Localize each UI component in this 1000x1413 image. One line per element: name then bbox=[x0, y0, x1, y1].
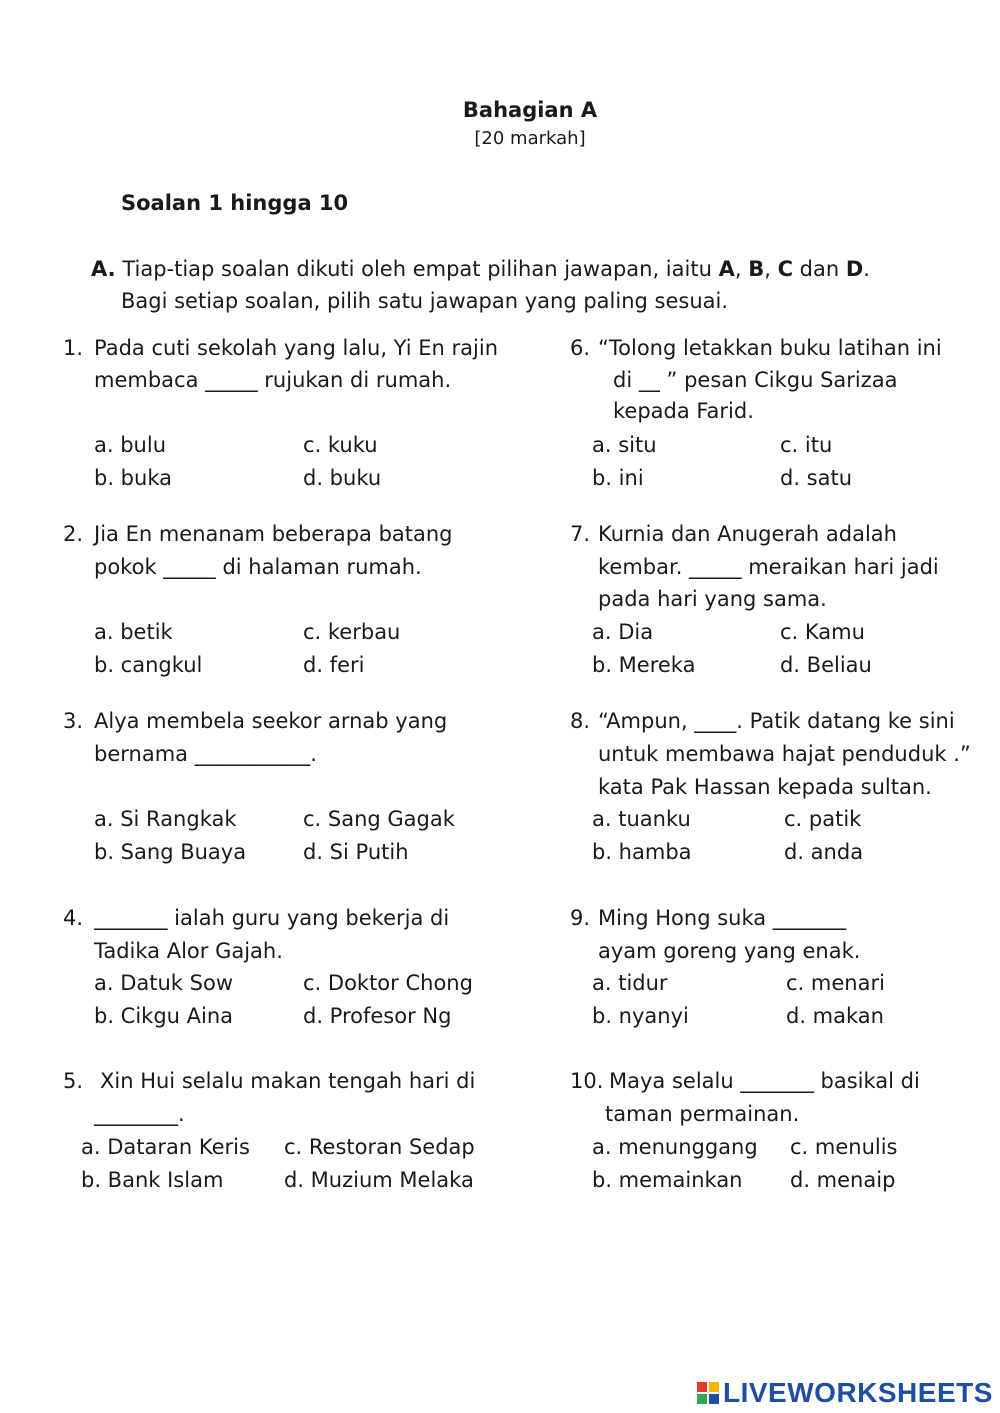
option-b[interactable]: b. ini bbox=[592, 466, 644, 490]
option-c[interactable]: c. menulis bbox=[790, 1135, 898, 1159]
question-number: 6. bbox=[570, 336, 591, 360]
question-text-line: Maya selalu _______ basikal di bbox=[609, 1069, 920, 1093]
question-number: 7. bbox=[570, 522, 591, 546]
option-d[interactable]: d. menaip bbox=[790, 1168, 896, 1192]
question-text-line: kata Pak Hassan kepada sultan. bbox=[598, 775, 932, 799]
question-text-line: “Tolong letakkan buku latihan ini bbox=[598, 336, 942, 360]
option-b[interactable]: b. hamba bbox=[592, 840, 692, 864]
option-b[interactable]: b. nyanyi bbox=[592, 1004, 689, 1028]
question-text-line: Tadika Alor Gajah. bbox=[94, 939, 283, 963]
question-text-line: bernama ___________. bbox=[94, 742, 317, 766]
question-text-line: membaca _____ rujukan di rumah. bbox=[94, 368, 452, 392]
question-text-line: Jia En menanam beberapa batang bbox=[94, 522, 453, 546]
question-number: 8. bbox=[570, 709, 591, 733]
option-d[interactable]: d. Beliau bbox=[780, 653, 872, 677]
option-a[interactable]: a. Datuk Sow bbox=[94, 971, 233, 995]
liveworksheets-logo[interactable] bbox=[697, 1377, 993, 1409]
option-b[interactable]: b. Mereka bbox=[592, 653, 696, 677]
option-b[interactable]: b. Cikgu Aina bbox=[94, 1004, 234, 1028]
option-c[interactable]: c. Kamu bbox=[780, 620, 865, 644]
question-text-line: untuk membawa hajat penduduk .” bbox=[598, 742, 971, 766]
option-a[interactable]: a. Dia bbox=[592, 620, 654, 644]
instruction-text: Tiap-tiap soalan dikuti oleh empat pilihan jawapan, iaitu bbox=[122, 257, 719, 281]
option-d[interactable]: d. feri bbox=[303, 653, 365, 677]
question-number: 3. bbox=[63, 709, 84, 733]
option-d[interactable]: d. Muzium Melaka bbox=[284, 1168, 474, 1192]
option-a[interactable]: a. situ bbox=[592, 433, 657, 457]
option-b[interactable]: b. Sang Buaya bbox=[94, 840, 247, 864]
question-number: 9. bbox=[570, 906, 591, 930]
choice-letter-d: D bbox=[845, 257, 864, 281]
option-d[interactable]: d. satu bbox=[780, 466, 853, 490]
option-a[interactable]: a. betik bbox=[94, 620, 173, 644]
section-heading: Soalan 1 hingga 10 bbox=[121, 191, 349, 215]
question-number: 4. bbox=[63, 906, 84, 930]
question-text-line: ________. bbox=[94, 1102, 185, 1126]
option-b[interactable]: b. cangkul bbox=[94, 653, 203, 677]
option-d[interactable]: d. anda bbox=[784, 840, 864, 864]
instruction-label: A. bbox=[91, 257, 116, 281]
option-a[interactable]: a. menunggang bbox=[592, 1135, 758, 1159]
question-text-line: kepada Farid. bbox=[613, 399, 754, 423]
option-a[interactable]: a. Dataran Keris bbox=[81, 1135, 250, 1159]
option-c[interactable]: c. kuku bbox=[303, 433, 378, 457]
separator: , bbox=[734, 257, 749, 281]
option-a[interactable]: a. Si Rangkak bbox=[94, 807, 237, 831]
instruction-line-1 bbox=[91, 257, 870, 281]
question-number: 1. bbox=[63, 336, 84, 360]
question-text-line: ayam goreng yang enak. bbox=[598, 939, 861, 963]
option-c[interactable]: c. Restoran Sedap bbox=[284, 1135, 475, 1159]
logo-icon bbox=[697, 1382, 719, 1404]
question-text-line: _______ ialah guru yang bekerja di bbox=[94, 906, 450, 930]
question-text-line: Kurnia dan Anugerah adalah bbox=[598, 522, 897, 546]
option-c[interactable]: c. Sang Gagak bbox=[303, 807, 455, 831]
question-text-line: Pada cuti sekolah yang lalu, Yi En rajin bbox=[94, 336, 499, 360]
choice-letter-c: C bbox=[777, 257, 793, 281]
question-number: 2. bbox=[63, 522, 84, 546]
option-b[interactable]: b. buka bbox=[94, 466, 172, 490]
question-number: 5. bbox=[63, 1069, 84, 1093]
option-d[interactable]: d. Si Putih bbox=[303, 840, 409, 864]
question-text-line: Alya membela seekor arnab yang bbox=[94, 709, 448, 733]
option-b[interactable]: b. memainkan bbox=[592, 1168, 743, 1192]
question-text-line: pokok _____ di halaman rumah. bbox=[94, 555, 422, 579]
logo-text: LIVEWORKSHEETS bbox=[723, 1377, 993, 1408]
separator: . bbox=[863, 257, 870, 281]
choice-letter-a: A bbox=[718, 257, 735, 281]
option-c[interactable]: c. kerbau bbox=[303, 620, 401, 644]
question-text-line: di __ ” pesan Cikgu Sarizaa bbox=[613, 368, 898, 392]
option-c[interactable]: c. Doktor Chong bbox=[303, 971, 473, 995]
page-title: Bahagian A bbox=[462, 98, 598, 122]
option-c[interactable]: c. patik bbox=[784, 807, 862, 831]
question-text-line: “Ampun, ____. Patik datang ke sini bbox=[598, 709, 955, 733]
option-c[interactable]: c. itu bbox=[780, 433, 833, 457]
question-text-line: Xin Hui selalu makan tengah hari di bbox=[100, 1069, 476, 1093]
separator: dan bbox=[792, 257, 846, 281]
instruction-line-2: Bagi setiap soalan, pilih satu jawapan yang paling sesuai. bbox=[121, 289, 729, 313]
option-b[interactable]: b. Bank Islam bbox=[81, 1168, 224, 1192]
question-text-line: Ming Hong suka _______ bbox=[598, 906, 847, 930]
option-d[interactable]: d. Profesor Ng bbox=[303, 1004, 452, 1028]
option-d[interactable]: d. makan bbox=[786, 1004, 884, 1028]
question-text-line: kembar. _____ meraikan hari jadi bbox=[598, 555, 939, 579]
marks-label: [20 markah] bbox=[474, 128, 586, 149]
question-text-line: pada hari yang sama. bbox=[598, 587, 827, 611]
question-number: 10. bbox=[570, 1069, 604, 1093]
option-c[interactable]: c. menari bbox=[786, 971, 885, 995]
option-a[interactable]: a. tuanku bbox=[592, 807, 691, 831]
separator: , bbox=[764, 257, 778, 281]
option-a[interactable]: a. tidur bbox=[592, 971, 668, 995]
choice-letter-b: B bbox=[748, 257, 765, 281]
option-a[interactable]: a. bulu bbox=[94, 433, 167, 457]
question-text-line: taman permainan. bbox=[605, 1102, 800, 1126]
option-d[interactable]: d. buku bbox=[303, 466, 382, 490]
